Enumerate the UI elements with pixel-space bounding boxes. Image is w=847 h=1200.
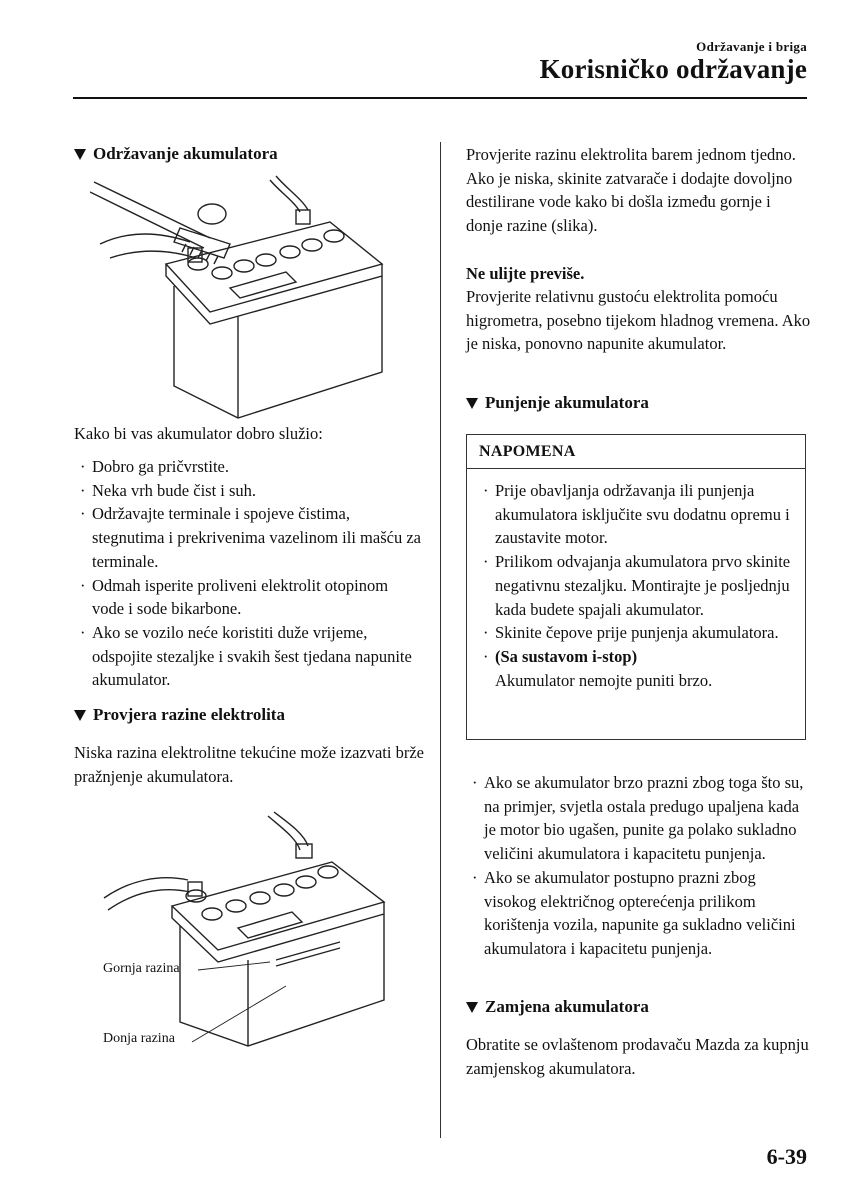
charging-tips-list: [466, 771, 811, 961]
page-title: Korisničko održavanje: [539, 54, 807, 84]
list-item: · Dobro ga pričvrstite.: [80, 457, 230, 476]
label-lower-level: Donja razina: [103, 1031, 175, 1046]
list-item: · (Sa sustavom i-stop) Akumulator nemojte puniti brzo.: [483, 646, 713, 690]
list-item: · Odmah isperite proliveni elektrolit otopinom vode i sode bikarbone.: [80, 575, 389, 619]
list-item: · Ako se akumulator brzo prazni zbog toga što su, na primjer, svjetla ostala predugo upaljena kada je motor bio ugašen, punite ga polako sukladno veličini akumulatora i kapacitetu punjenja.: [472, 773, 804, 864]
hydrometer-text: Provjerite relativnu gustoću elektrolita pomoću higrometra, posebno tijekom hladnog vremena. Ako je niska, ponovno napunite akumulator.: [466, 287, 811, 354]
battery-cleaning-illustration: [90, 172, 400, 420]
replacement-text: Obratite se ovlaštenom prodavaču Mazda za kupnju zamjenskog akumulatora.: [466, 1035, 809, 1078]
list-item: · Prilikom odvajanja akumulatora prvo skinite negativnu stezaljku. Montirajte je posljednju kada budete spajali akumulator.: [483, 552, 791, 619]
list-item: · Ako se vozilo neće koristiti duže vrijeme, odspojite stezaljke i svakih šest tjedana napunite akumulator.: [80, 622, 412, 690]
list-item: · Prije obavljanja održavanja ili punjenja akumulatora isključite svu dodatnu opremu i zaustavite motor.: [483, 481, 790, 548]
heading-battery-maintenance: Održavanje akumulatora: [74, 144, 278, 164]
list-item: · Neka vrh bude čist i suh.: [80, 480, 257, 500]
triangle-bullet-icon: [466, 1002, 478, 1013]
heading-electrolyte-check: Provjera razine elektrolita: [74, 705, 285, 725]
note-list: [477, 479, 797, 692]
label-upper-level: Gornja razina: [103, 961, 180, 976]
heading-battery-replacement: Zamjena akumulatora: [466, 997, 649, 1017]
heading-battery-charging: Punjenje akumulatora: [466, 393, 649, 413]
note-box: [466, 434, 806, 740]
triangle-bullet-icon: [74, 149, 86, 160]
warning-no-overfill: Ne ulijte previše.: [466, 264, 585, 283]
section-title: Održavanje i briga: [696, 39, 807, 54]
list-item: · Skinite čepove prije punjenja akumulatora.: [483, 623, 779, 643]
page-number: 6-39: [766, 1144, 807, 1169]
triangle-bullet-icon: [74, 710, 86, 721]
column-divider: [440, 142, 441, 1138]
list-item: · Ako se akumulator postupno prazni zbog visokog električnog opterećenja prilikom korištenja vozila, napunite ga sukladno veličini akumulatora i kapacitetu punjenja.: [472, 867, 796, 958]
electrolyte-check-text: Provjerite razinu elektrolita barem jednom tjedno. Ako je niska, skinite zatvarače i dodajte dovoljno destilirane vode kako bi došla između gornje i donje razine (slika).: [466, 145, 796, 236]
triangle-bullet-icon: [466, 398, 478, 409]
note-title: NAPOMENA: [467, 435, 805, 469]
battery-care-list: [74, 455, 424, 692]
header-rule: [73, 97, 807, 99]
battery-intro-text: Kako bi vas akumulator dobro služio:: [74, 424, 323, 443]
list-item: · Održavajte terminale i spojeve čistima, stegnutima i prekrivenima vazelinom ili mašću za terminale.: [80, 504, 421, 571]
electrolyte-text: Niska razina elektrolitne tekućine može izazvati brže pražnjenje akumulatora.: [74, 743, 424, 786]
battery-level-illustration: [100, 810, 400, 1050]
